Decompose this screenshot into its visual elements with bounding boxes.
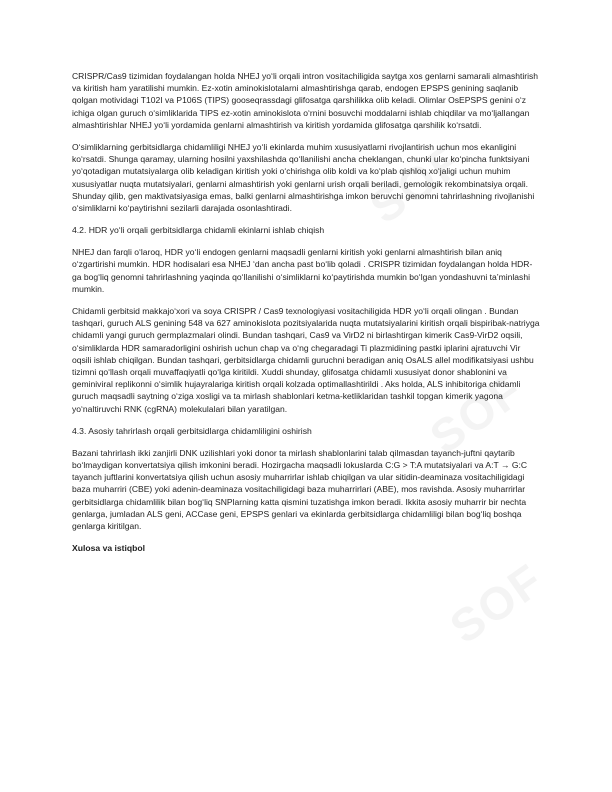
paragraph-intro-2: O‘simliklarning gerbitsidlarga chidamliligi NHEJ yo‘li ekinlarda muhim xususiyatlarni rivojlantirish uchun mos ekanligini ko‘rsatdi. Shunga qaramay, ularning hosilni yaxshilashda qo‘llanilishi ancha cheklangan, chunki ular ko‘pincha funktsiyani yo‘qotadigan mutatsiyalarga olib keladigan kiritish yoki o‘chirishga olib koldi va ko‘plab qishloq xo‘jaligi uchun muhim xususiyatlar nuqta mutatsiyalari, genlarni almashtirish yoki genlarni urish orqali beriladi, gemologik rekombinatsiya orqali. Shunday qilib, gen maktivatsiyasiga emas, balki genlarni almashtirishga imkon beruvchi genomni tahrirlashning rivojlanishi o‘simliklarni ko‘paytirishni sezilarli darajada osonlashtiradi. [72,142,535,214]
watermark-bottom: SOF [440,553,553,654]
paragraph-4-2-1: NHEJ dan farqli o‘laroq, HDR yo‘li endogen genlarni maqsadli genlarni kiritish yoki genlarni almashtirish bilan aniq o‘zgartirishi mumkin. HDR hodisalari esa NHEJ ‘dan ancha past bo‘lib qoladi . CRISPR tizimidan foydalangan holda HDR-ga bog‘liq genomni tahrirlashning yaqinda qo‘llanilishi o‘simliklarni ko‘paytirishda mumkin bo‘lgan yondashuvni ta’minlashi mumkin. [72,247,533,294]
watermark-top: SOF [360,133,473,234]
watermark-middle: SOF [420,363,533,464]
conclusion-heading: Xulosa va istiqbol [72,543,146,554]
paragraph-intro-1: CRISPR/Cas9 tizimidan foydalangan holda NHEJ yo‘li orqali intron vositachiligida saytga xos genlarni samarali almashtirish va kiritish ham yaratilishi mumkin. Ez-xotin aminokislotalarni almashtirishga qarab, endogen EPSPS genining saqlanib qolgan motividagi T102I va P106S (TIPS) gooseqrassdagi glifosatga qarshilikka olib keladi. Olimlar OsEPSPS genini o‘z ichiga olgan guruch o‘simliklarida TIPS ez-xotin aminokislota o‘rnini bosuvchi moddalarni ishlab chiqdilar va mo‘ljallangan almashtirishlar NHEJ yo‘li yordamida genlarni almashtirish va kiritish yordamida glifosatga qarshilik ko‘rsatdi. [72,71,539,130]
document-body [72,70,540,564]
paragraph-4-3-1: Bazani tahrirlash ikki zanjirli DNK uzilishlari yoki donor ta mirlash shablonlarini talab qilmasdan tayanch-juftni qaytarib bo‘lmaydigan konvertatsiya qilish imkonini beradi. Hozirgacha maqsadli lokuslarda C:G > T:A mutatsiyalari va A:T → G:C tayanch juftlarini konvertatsiya qilish uchun asosiy muharrirlar ishlab chiqilgan va ular sitidin-deaminaza vositachiligidagi baza muharriri (CBE) yoki adenin-deaminaza vositachiligidagi baza muharrirlari (ABE), mos ravishda. Asosiy muharrirlar gerbitsidlarga chidamlilik bilan bog‘liq SNPlarning katta qismini tuzatishga imkon beradi. Ikkita asosiy muharrir bir nechta genlarga, jumladan ALS geni, ACCase geni, EPSPS genlari va ekinlarda gerbitsidlarga chidamliligi bilan bog‘liq boshqa genlarga kiritilgan. [72,447,528,532]
paragraph-4-2-2: Chidamli gerbitsid makkajo‘xori va soya CRISPR / Cas9 texnologiyasi vositachiligida HDR yo‘li orqali olingan . Bundan tashqari, guruch ALS genining 548 va 627 aminokislota pozitsiyalarida nuqta mutatsiyalarini kiritish orqali bispiribak-natriyga chidamli yangi guruch germplazmalari olindi. Bundan tashqari, Cas9 va VirD2 ni birlashtirgan kimerik Cas9-VirD2 oqsili, o‘simliklarda HDR samaradorligini oshirish uchun chap va o‘ng chegaradagi Ti plazmidining pastki iplarini ajratuvchi Vir oqsili ishlab chiqilgan. Bundan tashqari, gerbitsidlarga chidamli guruchni beradigan aniq OsALS allel modifikatsiyasi ushbu tizimni qo‘llash orqali muvaffaqiyatli qo‘lga kiritildi. Xuddi shunday, glifosatga chidamli xususiyat donor shablonini va geminiviral replikonni o‘simlik hujayralariga kiritish orqali kolzada optimallashtirildi . Aks holda, ALS inhibitoriga chidamli guruch maqsadli saytning o‘ziga xosligi va ta mirlash shablonlari ketma-ketliklaridan tashkil topgan kimerik yagona yo‘naltiruvchi RNK (cgRNA) molekulalari bilan yaratilgan. [72,306,540,414]
section-heading-4-3: 4.3. Asosiy tahrirlash orqali gerbitsidlarga chidamliligini oshirish [72,425,312,436]
section-heading-4-2: 4.2. HDR yo‘li orqali gerbitsidlarga chidamli ekinlarni ishlab chiqish [72,225,325,236]
